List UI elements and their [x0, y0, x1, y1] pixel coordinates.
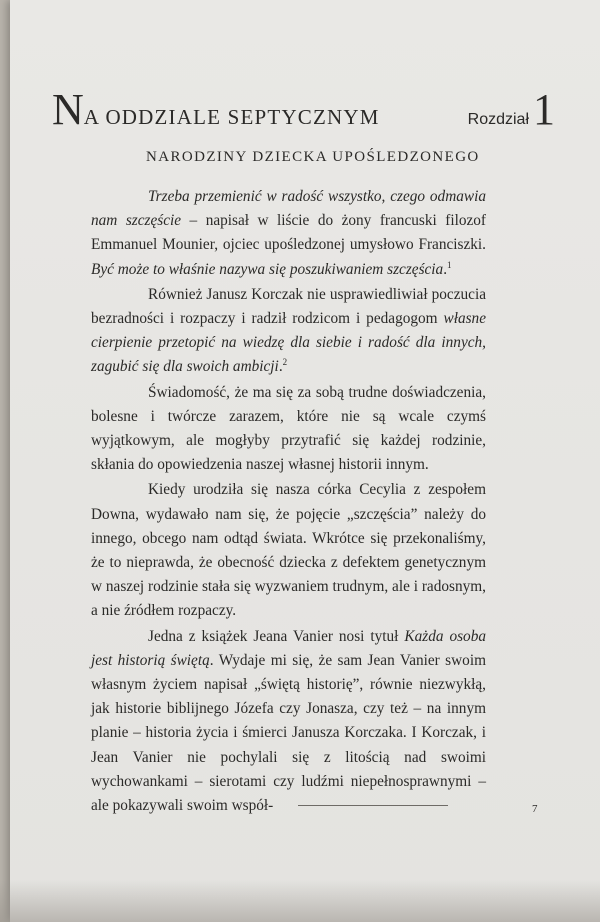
paragraph-4-text-1: Kiedy urodziła się nasza córka Cecylia z zespołem Downa, wydawało nam się, że pojęcie „szczęścia” należy do innego, obcego nam odtąd świata. Wkrótce się przekonaliśmy, że to nieprawda, że obecność dziecka z defektem genetycznym w naszej rodzinie stała się wyzwaniem trudnym, ale i radosnym, a nie źródłem rozpaczy. — [91, 481, 486, 620]
chapter-label — [467, 85, 555, 134]
paragraph-5-quote-1: Każda osoba jest historią świętą — [91, 627, 486, 669]
paragraph-1-text-1: – napisał w liście do żony francuski filozof Emmanuel Mounier, ojciec upośledzonej umysłowo Franciszki. — [91, 212, 487, 254]
page-bottom-shadow — [0, 880, 600, 922]
paragraph-3-text-1: Świadomość, że ma się za sobą trudne doświadczenia, bolesne i twórcze zarazem, które nie są wcale czymś wyjątkowym, ale mogłyby przytrafić się każdej rodzinie, skłania do opowiedzenia naszej własnej historii innym. — [91, 383, 486, 474]
chapter-title-rest: A ODDZIALE SEPTYCZNYM — [83, 105, 380, 129]
footnote-ref-1: 1 — [447, 259, 452, 270]
paragraph-1 — [91, 185, 486, 282]
page-number: 7 — [532, 803, 538, 815]
body-text — [91, 185, 486, 818]
paragraph-5 — [91, 625, 486, 819]
paragraph-2-text-1: Również Janusz Korczak nie usprawiedliwiał poczucia bezradności i rozpaczy i radził rodzicom i pedagogom — [91, 285, 486, 328]
paragraph-2 — [91, 283, 486, 380]
paragraph-1-quote-2: Być może to właśnie nazywa się poszukiwaniem szczęścia — [91, 260, 444, 278]
paragraph-2-quote-1: własne cierpienie przetopić na wiedzę dla siebie i radość dla innych, zagubić się dla swoich ambicji — [91, 310, 486, 376]
footnote-ref-2: 2 — [282, 357, 288, 368]
paragraph-5-text-1: Jedna z książek Jeana Vanier nosi tytuł — [148, 627, 405, 645]
chapter-word: Rozdział — [467, 111, 529, 128]
section-subtitle: NARODZINY DZIECKA UPOŚLEDZONEGO — [146, 149, 480, 165]
paragraph-2-text-2: . — [278, 358, 283, 376]
paragraph-1-text-2: . — [443, 260, 448, 278]
chapter-title — [52, 85, 380, 134]
paragraph-4 — [91, 478, 486, 623]
footnote-divider — [298, 805, 448, 806]
paragraph-3 — [91, 381, 486, 478]
chapter-title-initial: N — [52, 85, 84, 134]
paragraph-1-quote-1: Trzeba przemienić w radość wszystko, czego odmawia nam szczęście — [91, 188, 486, 230]
paragraph-5-text-2: . Wydaje mi się, że sam Jean Vanier swoim własnym życiem napisał „świętą historię”, równie niezwykłą, jak historie biblijnego Józefa czy Jonasza, czy też – na innym planie – historia życia i śmierci Janusza Korczaka. I Korczak, i Jean Vanier nie pochylali się z litością nad swoimi wychowankami – sierotami czy ludźmi niepełnosprawnymi – ale pokazywali swoim współ- — [91, 651, 486, 815]
chapter-number: 1 — [533, 85, 555, 134]
